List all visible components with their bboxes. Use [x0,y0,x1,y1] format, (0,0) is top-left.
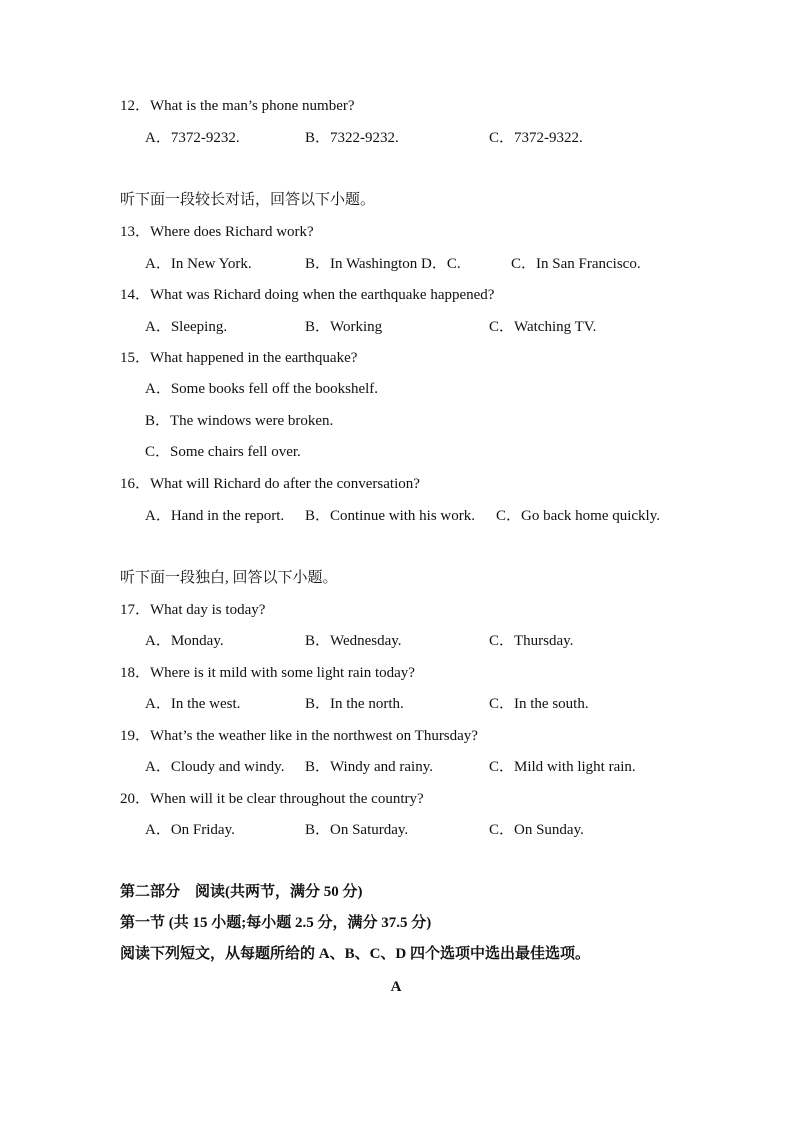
passage-label: A [390,979,402,995]
q13-option-c: C．In San Francisco. [511,256,641,272]
q14-option-a: A．Sleeping. [145,319,228,335]
part2-heading: 第二部分 阅读(共两节，满分 50 分) [120,884,363,900]
q16-option-a: A．Hand in the report. [145,508,285,524]
q12-option-b: B．7322-9232. [305,130,399,146]
q13-stem: 13．Where does Richard work? [120,224,314,240]
q12-option-a: A．7372-9232. [145,130,240,146]
q20-option-b: B．On Saturday. [305,822,409,838]
q13-option-a: A．In New York. [145,256,252,272]
q17-stem: 17．What day is today? [120,602,266,618]
q19-option-a: A．Cloudy and windy. [145,759,285,775]
q16-option-c: C．Go back home quickly. [496,508,660,524]
instruction-long-dialogue: 听下面一段较长对话，回答以下小题。 [120,192,376,208]
q12-stem: 12．What is the man’s phone number? [120,98,355,114]
q19-stem: 19．What’s the weather like in the northwest on Thursday? [120,728,478,744]
q20-option-a: A．On Friday. [145,822,235,838]
q15-option-b: B．The windows were broken. [145,413,334,429]
q17-option-c: C．Thursday. [489,633,574,649]
q15-option-c: C．Some chairs fell over. [145,444,301,460]
q14-option-b: B．Working [305,319,383,335]
q18-option-c: C．In the south. [489,696,589,712]
reading-instruction: 阅读下列短文，从每题所给的 A、B、C、D 四个选项中选出最佳选项。 [120,946,591,962]
q14-option-c: C．Watching TV. [489,319,597,335]
q17-option-a: A．Monday. [145,633,224,649]
q19-option-c: C．Mild with light rain. [489,759,636,775]
q20-option-c: C．On Sunday. [489,822,584,838]
q19-option-b: B．Windy and rainy. [305,759,433,775]
q16-option-b: B．Continue with his work. [305,508,476,524]
q17-option-b: B．Wednesday. [305,633,402,649]
section1-heading: 第一节 (共 15 小题;每小题 2.5 分，满分 37.5 分) [120,915,432,931]
q16-stem: 16．What will Richard do after the conversation? [120,476,420,492]
q18-option-b: B．In the north. [305,696,404,712]
q14-stem: 14．What was Richard doing when the earthquake happened? [120,287,495,303]
q12-option-c: C．7372-9322. [489,130,583,146]
q15-stem: 15．What happened in the earthquake? [120,350,358,366]
instruction-monologue: 听下面一段独白, 回答以下小题。 [120,570,338,586]
q18-option-a: A．In the west. [145,696,241,712]
q13-option-b: B．In Washington D．C. [305,256,461,272]
q20-stem: 20．When will it be clear throughout the country? [120,791,424,807]
q15-option-a: A．Some books fell off the bookshelf. [145,381,379,397]
q18-stem: 18．Where is it mild with some light rain today? [120,665,415,681]
